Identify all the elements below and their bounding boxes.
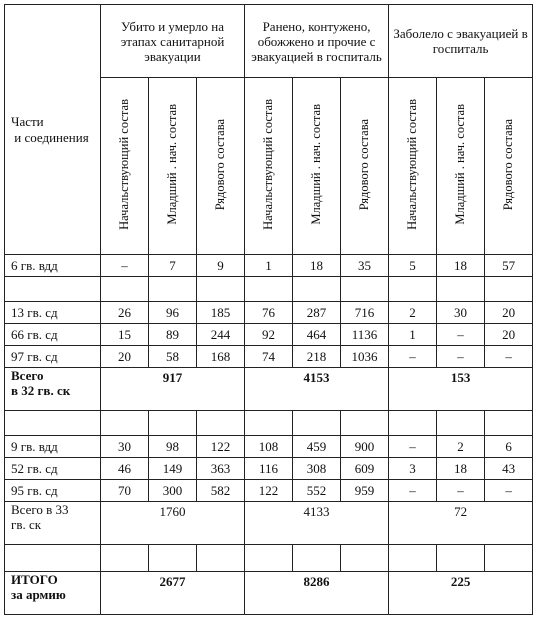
table-cell: 18 xyxy=(437,255,485,277)
table-cell: 58 xyxy=(149,346,197,368)
table-cell: 89 xyxy=(149,324,197,346)
table-cell: 122 xyxy=(197,436,245,458)
total-label: ИТОГО за армию xyxy=(5,572,101,615)
total-value: 225 xyxy=(389,572,533,615)
table-cell: 43 xyxy=(485,458,533,480)
subcol-header-officers: Начальствующий состав xyxy=(389,78,437,255)
table-cell: 464 xyxy=(293,324,341,346)
table-cell: 108 xyxy=(245,436,293,458)
table-cell: – xyxy=(389,346,437,368)
unit-name: 6 гв. вдд xyxy=(5,255,101,277)
section-gap xyxy=(5,545,533,572)
unit-name: 9 гв. вдд xyxy=(5,436,101,458)
total-value: 917 xyxy=(101,368,245,411)
table-row xyxy=(5,324,533,346)
unit-name: 13 гв. сд xyxy=(5,302,101,324)
table-cell: 46 xyxy=(101,458,149,480)
table-cell: – xyxy=(101,255,149,277)
section-gap xyxy=(5,277,533,302)
table-cell: 459 xyxy=(293,436,341,458)
header-row-groups xyxy=(5,5,533,78)
table-cell: 3 xyxy=(389,458,437,480)
total-row-32-corps xyxy=(5,368,533,411)
table-cell: 18 xyxy=(293,255,341,277)
table-cell: 116 xyxy=(245,458,293,480)
section-gap xyxy=(5,411,533,436)
table-row xyxy=(5,302,533,324)
table-cell: 96 xyxy=(149,302,197,324)
table-cell: 30 xyxy=(101,436,149,458)
table-cell: 900 xyxy=(341,436,389,458)
total-row-army xyxy=(5,572,533,615)
table-cell: 609 xyxy=(341,458,389,480)
table-row xyxy=(5,436,533,458)
table-cell: 1136 xyxy=(341,324,389,346)
table-cell: 149 xyxy=(149,458,197,480)
table-cell: 2 xyxy=(389,302,437,324)
table-cell: 26 xyxy=(101,302,149,324)
subcol-header-officers: Начальствующий состав xyxy=(245,78,293,255)
table-cell: 5 xyxy=(389,255,437,277)
table-cell: 244 xyxy=(197,324,245,346)
table-cell: 287 xyxy=(293,302,341,324)
section-6gv xyxy=(5,255,533,277)
table-cell: 15 xyxy=(101,324,149,346)
subcol-header-privates: Рядового состава xyxy=(197,78,245,255)
table-cell: 98 xyxy=(149,436,197,458)
table-cell: 959 xyxy=(341,480,389,502)
total-value: 153 xyxy=(389,368,533,411)
table-cell: 168 xyxy=(197,346,245,368)
units-column-header xyxy=(5,5,101,255)
section-32-corps xyxy=(5,302,533,368)
subcol-header-officers: Начальствующий состав xyxy=(101,78,149,255)
table-cell: 1 xyxy=(389,324,437,346)
total-value: 2677 xyxy=(101,572,245,615)
subcol-header-privates: Рядового состава xyxy=(485,78,533,255)
table-row xyxy=(5,458,533,480)
table-row xyxy=(5,480,533,502)
unit-name: 97 гв. сд xyxy=(5,346,101,368)
table-cell: 300 xyxy=(149,480,197,502)
table-cell: – xyxy=(485,346,533,368)
table-cell: 20 xyxy=(485,324,533,346)
table-cell: 74 xyxy=(245,346,293,368)
table-cell: 1 xyxy=(245,255,293,277)
table-cell: 35 xyxy=(341,255,389,277)
table-cell: 2 xyxy=(437,436,485,458)
units-header-line-1: Части xyxy=(11,113,44,129)
table-cell: 218 xyxy=(293,346,341,368)
section-33-corps xyxy=(5,436,533,502)
total-row-33-corps xyxy=(5,502,533,545)
table-cell: 30 xyxy=(437,302,485,324)
subcol-header-privates: Рядового состава xyxy=(341,78,389,255)
table-cell: – xyxy=(389,480,437,502)
table-cell: 20 xyxy=(101,346,149,368)
table-cell: – xyxy=(437,324,485,346)
table-cell: 363 xyxy=(197,458,245,480)
group-header-wounded: Ранено, контужено, обожжено и прочие с эвакуацией в госпиталь xyxy=(245,5,389,78)
table-cell: – xyxy=(437,346,485,368)
unit-name: 66 гв. сд xyxy=(5,324,101,346)
table-cell: 9 xyxy=(197,255,245,277)
table-cell: 70 xyxy=(101,480,149,502)
table-cell: 20 xyxy=(485,302,533,324)
table-cell: 122 xyxy=(245,480,293,502)
total-label: Всего в 32 гв. ск xyxy=(5,368,101,411)
group-header-killed: Убито и умерло на этапах санитарной эвакуации xyxy=(101,5,245,78)
table-cell: 92 xyxy=(245,324,293,346)
table-cell: – xyxy=(437,480,485,502)
unit-name: 52 гв. сд xyxy=(5,458,101,480)
table-cell: 7 xyxy=(149,255,197,277)
table-row xyxy=(5,255,533,277)
unit-name: 95 гв. сд xyxy=(5,480,101,502)
total-value: 8286 xyxy=(245,572,389,615)
table-cell: – xyxy=(389,436,437,458)
subcol-header-nco: Младший . нач. состав xyxy=(293,78,341,255)
subcol-header-nco: Младший . нач. состав xyxy=(149,78,197,255)
table-cell: 582 xyxy=(197,480,245,502)
table-cell: 308 xyxy=(293,458,341,480)
table-cell: 57 xyxy=(485,255,533,277)
table-cell: 1036 xyxy=(341,346,389,368)
table-cell: 18 xyxy=(437,458,485,480)
table-cell: 552 xyxy=(293,480,341,502)
total-value: 4153 xyxy=(245,368,389,411)
table-cell: 76 xyxy=(245,302,293,324)
table-cell: 185 xyxy=(197,302,245,324)
casualty-table xyxy=(4,4,533,615)
units-header-line-2: и соединения xyxy=(11,129,89,145)
table-cell: 6 xyxy=(485,436,533,458)
total-label: Всего в 33 гв. ск xyxy=(5,502,101,545)
group-header-sick: Заболело с эвакуацией в госпиталь xyxy=(389,5,533,78)
table-cell: 716 xyxy=(341,302,389,324)
total-value: 72 xyxy=(389,502,533,545)
subcol-header-nco: Младший . нач. состав xyxy=(437,78,485,255)
total-value: 4133 xyxy=(245,502,389,545)
table-cell: – xyxy=(485,480,533,502)
total-value: 1760 xyxy=(101,502,245,545)
table-row xyxy=(5,346,533,368)
